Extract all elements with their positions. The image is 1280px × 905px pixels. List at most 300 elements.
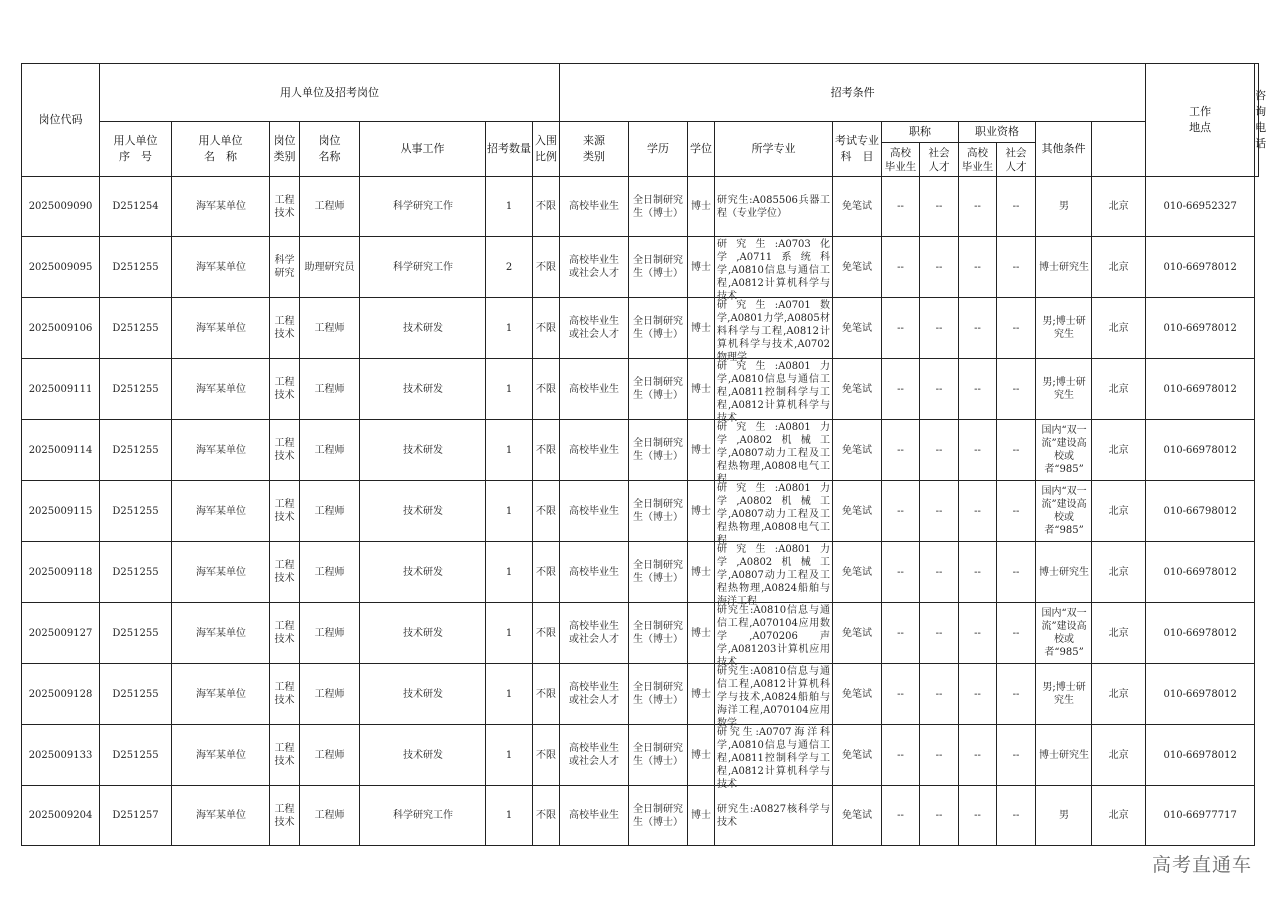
header-unit-seq: 用人单位 序 号: [100, 122, 172, 177]
cell-recruit-count: [486, 237, 533, 298]
cell-qual-grad: [959, 542, 997, 603]
cell-ratio-text: 不限: [536, 749, 557, 761]
cell-post-name: [300, 298, 360, 359]
cell-post-name-text: 工程师: [314, 749, 345, 761]
cell-title-social: [920, 298, 959, 359]
cell-unit-name-text: 海军某单位: [196, 444, 246, 456]
cell-unit-seq: [100, 603, 172, 664]
cell-qual-grad-text: --: [974, 201, 981, 212]
cell-post-type-text: 科学 研究: [274, 255, 295, 279]
cell-qual-grad: [959, 359, 997, 420]
cell-degree-text: 博士: [691, 627, 712, 639]
header-work-content: 从事工作: [360, 122, 486, 177]
cell-work-content: [360, 481, 486, 542]
cell-recruit-count-text: 1: [505, 322, 513, 334]
recruitment-table: [21, 63, 1267, 846]
header-exam-subject: 考试专业 科 目: [833, 122, 882, 177]
cell-phone: [1146, 664, 1255, 725]
cell-work-content-text: 技术研发: [403, 749, 443, 761]
header-title-grad: 高校 毕业生: [882, 143, 920, 177]
cell-title-social: [920, 420, 959, 481]
cell-title-grad: [882, 420, 920, 481]
cell-unit-name: [172, 542, 270, 603]
cell-unit-name: [172, 786, 270, 846]
cell-source-type: [560, 420, 629, 481]
cell-position-code-text: 2025009111: [28, 383, 93, 395]
cell-major-text: 研究生:A0801力学,A0810信息与通信工程,A0811控制科学与工程,A0812计算机科学与技术: [717, 361, 831, 424]
cell-post-name-text: 工程师: [314, 810, 345, 821]
cell-title-grad-text: --: [897, 688, 904, 700]
cell-post-name-text: 工程师: [314, 627, 345, 639]
cell-source-type-text: 高校毕业生: [569, 810, 620, 821]
cell-title-grad-text: --: [897, 505, 904, 517]
cell-unit-name: [172, 237, 270, 298]
cell-qual-grad: [959, 298, 997, 359]
cell-title-grad-text: --: [897, 261, 904, 273]
cell-source-type-text: 高校毕业生: [569, 505, 620, 517]
cell-qual-social: [997, 786, 1036, 846]
cell-qual-grad-text: --: [974, 627, 981, 639]
cell-ratio: [533, 298, 560, 359]
cell-work-content: [360, 542, 486, 603]
cell-title-grad-text: --: [897, 566, 904, 578]
cell-work-location: [1092, 298, 1146, 359]
cell-work-content-text: 技术研发: [403, 322, 443, 334]
cell-post-name: [300, 542, 360, 603]
cell-exam-subject-text: 免笔试: [842, 688, 873, 700]
cell-phone-text: 010-66798012: [1163, 505, 1237, 517]
cell-work-content: [360, 359, 486, 420]
cell-title-social: [920, 481, 959, 542]
cell-education: [629, 542, 688, 603]
cell-position-code-text: 2025009128: [28, 688, 93, 700]
header-ratio: 入围 比例: [533, 122, 560, 177]
cell-education-text: 全日制研究 生（博士）: [633, 803, 684, 828]
header-education: 学历: [629, 122, 688, 177]
cell-post-name: [300, 725, 360, 786]
cell-degree-text: 博士: [691, 261, 712, 273]
cell-post-name-text: 工程师: [314, 322, 345, 334]
cell-degree: [688, 420, 715, 481]
table-row: [22, 420, 1259, 481]
cell-other-conditions: [1036, 725, 1092, 786]
cell-unit-seq-text: D251257: [112, 810, 159, 821]
cell-work-content-text: 科学研究工作: [393, 261, 453, 273]
cell-major-text: 研究生:A0707海洋科学,A0810信息与通信工程,A0811控制科学与工程,A0812计算机科学与技术: [717, 727, 831, 790]
cell-phone: [1146, 359, 1255, 420]
cell-work-location-text: 北京: [1108, 444, 1129, 456]
cell-post-name-text: 工程师: [314, 383, 345, 395]
cell-source-type-text: 高校毕业生: [569, 383, 620, 395]
cell-post-type-text: 工程 技术: [274, 743, 295, 767]
cell-title-social: [920, 786, 959, 846]
header-major: 所学专业: [715, 122, 833, 177]
cell-source-type: [560, 237, 629, 298]
cell-exam-subject-text: 免笔试: [842, 627, 873, 639]
header-group-unit: 用人单位及招考岗位: [100, 64, 560, 122]
cell-qual-grad-text: --: [974, 566, 981, 578]
cell-post-type-text: 工程 技术: [274, 438, 295, 462]
cell-qual-grad: [959, 603, 997, 664]
cell-education-text: 全日制研究 生（博士）: [633, 499, 684, 523]
cell-qual-social-text: --: [1012, 444, 1020, 456]
cell-degree: [688, 542, 715, 603]
cell-title-social-text: --: [935, 627, 943, 639]
cell-ratio-text: 不限: [536, 810, 557, 821]
cell-title-grad: [882, 237, 920, 298]
cell-qual-social: [997, 603, 1036, 664]
cell-other-conditions-text: 国内“双一流”建设高校或者“985”: [1041, 608, 1087, 658]
cell-position-code: [22, 177, 100, 237]
cell-work-content-text: 技术研发: [403, 444, 443, 456]
cell-phone: [1146, 542, 1255, 603]
cell-work-content-text: 技术研发: [403, 688, 443, 700]
cell-qual-social-text: --: [1012, 749, 1020, 761]
cell-education-text: 全日制研究 生（博士）: [633, 377, 684, 401]
cell-ratio: [533, 237, 560, 298]
cell-phone-text: 010-66978012: [1163, 749, 1237, 761]
cell-qual-social: [997, 542, 1036, 603]
cell-position-code: [22, 298, 100, 359]
cell-unit-name-text: 海军某单位: [196, 383, 246, 395]
cell-position-code-text: 2025009118: [28, 566, 93, 578]
header-other-conditions: 其他条件: [1036, 122, 1092, 177]
cell-post-type: [270, 725, 300, 786]
cell-education: [629, 420, 688, 481]
cell-position-code: [22, 603, 100, 664]
table-row: [22, 298, 1259, 359]
cell-phone-text: 010-66978012: [1163, 627, 1237, 639]
cell-post-type-text: 工程 技术: [274, 499, 295, 523]
cell-unit-seq-text: D251255: [112, 566, 159, 578]
cell-education-text: 全日制研究 生（博士）: [633, 560, 684, 584]
cell-phone-text: 010-66978012: [1163, 566, 1237, 578]
cell-education-text: 全日制研究 生（博士）: [633, 682, 684, 706]
cell-source-type-text: 高校毕业生: [569, 444, 620, 456]
cell-phone-text: 010-66978012: [1163, 688, 1237, 700]
cell-exam-subject: [833, 359, 882, 420]
cell-post-name-text: 工程师: [314, 688, 345, 700]
cell-source-type: [560, 603, 629, 664]
cell-qual-grad-text: --: [974, 383, 981, 395]
cell-source-type: [560, 786, 629, 846]
cell-title-social-text: --: [935, 505, 943, 517]
cell-phone: [1146, 237, 1255, 298]
cell-ratio: [533, 177, 560, 237]
cell-post-name-text: 工程师: [314, 566, 345, 578]
cell-title-social: [920, 237, 959, 298]
cell-unit-seq: [100, 664, 172, 725]
cell-ratio: [533, 542, 560, 603]
cell-source-type-text: 高校毕业生 或社会人才: [569, 743, 620, 767]
cell-education: [629, 177, 688, 237]
header-degree: 学位: [688, 122, 715, 177]
cell-degree: [688, 725, 715, 786]
cell-qual-grad: [959, 177, 997, 237]
cell-work-content: [360, 237, 486, 298]
cell-source-type-text: 高校毕业生: [569, 566, 620, 578]
cell-post-type-text: 工程 技术: [274, 560, 295, 584]
cell-unit-name-text: 海军某单位: [196, 201, 246, 212]
cell-degree: [688, 359, 715, 420]
cell-education: [629, 237, 688, 298]
cell-work-content: [360, 725, 486, 786]
cell-ratio-text: 不限: [536, 566, 557, 578]
cell-exam-subject: [833, 481, 882, 542]
cell-position-code-text: 2025009106: [28, 322, 93, 334]
cell-major: [715, 603, 833, 668]
cell-source-type: [560, 359, 629, 420]
cell-qual-social: [997, 237, 1036, 298]
cell-qual-grad-text: --: [974, 505, 981, 517]
cell-other-conditions: [1036, 298, 1092, 359]
cell-degree-text: 博士: [691, 749, 712, 761]
cell-title-grad-text: --: [897, 201, 904, 212]
cell-title-social-text: --: [935, 566, 943, 578]
cell-work-content: [360, 786, 486, 846]
cell-qual-social-text: --: [1012, 505, 1020, 517]
cell-degree-text: 博士: [691, 566, 712, 578]
cell-recruit-count-text: 1: [505, 566, 513, 578]
cell-qual-grad: [959, 664, 997, 725]
cell-title-social-text: --: [935, 383, 943, 395]
cell-post-name-text: 助理研究员: [304, 261, 355, 273]
cell-work-location-text: 北京: [1108, 322, 1129, 334]
table-row: [22, 725, 1259, 786]
cell-major: [715, 481, 833, 546]
cell-phone: [1146, 603, 1255, 664]
cell-work-content-text: 技术研发: [403, 383, 443, 395]
cell-other-conditions: [1036, 481, 1092, 542]
cell-unit-seq-text: D251254: [112, 201, 159, 212]
cell-major: [715, 420, 833, 485]
cell-position-code-text: 2025009127: [28, 627, 93, 639]
cell-unit-name-text: 海军某单位: [196, 688, 246, 700]
cell-work-content: [360, 420, 486, 481]
cell-qual-grad-text: --: [974, 810, 981, 821]
header-post-type: 岗位 类别: [270, 122, 300, 177]
cell-recruit-count: [486, 359, 533, 420]
cell-degree: [688, 603, 715, 664]
cell-major-text: 研究生:A085506兵器工程（专业学位）: [717, 194, 831, 219]
cell-work-location-text: 北京: [1108, 688, 1129, 700]
cell-exam-subject: [833, 542, 882, 603]
cell-education: [629, 603, 688, 664]
cell-post-type-text: 工程 技术: [274, 377, 295, 401]
cell-major-text: 研究生:A0810信息与通信工程,A070104应用数学,A070206声学,A081203计算机应用技术: [717, 605, 831, 668]
cell-ratio: [533, 359, 560, 420]
cell-work-location: [1092, 237, 1146, 298]
cell-work-content-text: 科学研究工作: [393, 201, 453, 212]
cell-exam-subject-text: 免笔试: [842, 383, 873, 395]
cell-title-social: [920, 359, 959, 420]
cell-post-type: [270, 603, 300, 664]
cell-unit-name-text: 海军某单位: [196, 505, 246, 517]
cell-source-type: [560, 481, 629, 542]
cell-title-grad-text: --: [897, 444, 904, 456]
header-unit-name: 用人单位 名 称: [172, 122, 270, 177]
cell-unit-seq-text: D251255: [112, 505, 159, 517]
cell-recruit-count-text: 1: [505, 505, 513, 517]
cell-ratio-text: 不限: [536, 322, 557, 334]
cell-unit-name: [172, 664, 270, 725]
cell-other-conditions-text: 博士研究生: [1039, 261, 1090, 273]
header-phone: 咨询电话: [1255, 64, 1259, 177]
cell-recruit-count-text: 1: [505, 201, 513, 212]
cell-exam-subject-text: 免笔试: [842, 566, 873, 578]
cell-recruit-count: [486, 177, 533, 237]
cell-other-conditions: [1036, 664, 1092, 725]
cell-unit-seq: [100, 542, 172, 603]
cell-position-code-text: 2025009114: [28, 444, 93, 456]
cell-unit-name-text: 海军某单位: [196, 810, 246, 821]
cell-education: [629, 481, 688, 542]
cell-unit-seq-text: D251255: [112, 322, 159, 334]
cell-degree-text: 博士: [691, 688, 712, 700]
cell-post-name: [300, 786, 360, 846]
cell-education-text: 全日制研究 生（博士）: [633, 621, 684, 645]
cell-unit-name: [172, 481, 270, 542]
cell-exam-subject-text: 免笔试: [842, 810, 873, 821]
cell-ratio-text: 不限: [536, 383, 557, 395]
cell-title-grad-text: --: [897, 810, 904, 821]
cell-title-grad: [882, 725, 920, 786]
cell-post-name-text: 工程师: [314, 444, 345, 456]
cell-degree-text: 博士: [691, 444, 712, 456]
cell-recruit-count-text: 2: [505, 261, 513, 273]
cell-other-conditions: [1036, 542, 1092, 603]
cell-phone: [1146, 725, 1255, 786]
cell-degree: [688, 786, 715, 846]
cell-exam-subject: [833, 298, 882, 359]
cell-source-type-text: 高校毕业生 或社会人才: [569, 316, 620, 340]
cell-source-type-text: 高校毕业生: [569, 201, 620, 212]
cell-degree: [688, 664, 715, 725]
cell-source-type-text: 高校毕业生 或社会人才: [569, 255, 620, 279]
cell-phone: [1146, 481, 1255, 542]
cell-unit-seq-text: D251255: [112, 444, 159, 456]
cell-unit-seq-text: D251255: [112, 749, 159, 761]
cell-post-type: [270, 664, 300, 725]
cell-position-code-text: 2025009133: [28, 749, 93, 761]
cell-recruit-count-text: 1: [505, 627, 513, 639]
cell-unit-seq-text: D251255: [112, 627, 159, 639]
table-row: [22, 542, 1259, 603]
cell-title-grad: [882, 664, 920, 725]
cell-recruit-count: [486, 786, 533, 846]
cell-qual-social: [997, 420, 1036, 481]
cell-degree: [688, 177, 715, 237]
cell-qual-social-text: --: [1012, 261, 1020, 273]
cell-other-conditions: [1036, 420, 1092, 481]
cell-other-conditions: [1036, 237, 1092, 298]
cell-degree-text: 博士: [691, 322, 712, 334]
cell-post-type: [270, 481, 300, 542]
cell-major-text: 研究生:A0801力学,A0802机械工学,A0807动力工程及工程热物理,A0824船舶与海洋工程: [717, 544, 831, 607]
cell-unit-seq: [100, 481, 172, 542]
cell-position-code: [22, 542, 100, 603]
cell-other-conditions-text: 国内“双一流”建设高校或者“985”: [1041, 425, 1087, 475]
cell-degree: [688, 298, 715, 359]
cell-education-text: 全日制研究 生（博士）: [633, 743, 684, 767]
cell-other-conditions: [1036, 177, 1092, 237]
cell-education: [629, 786, 688, 846]
cell-ratio: [533, 481, 560, 542]
cell-unit-seq-text: D251255: [112, 261, 159, 273]
cell-source-type-text: 高校毕业生 或社会人才: [569, 621, 620, 645]
cell-position-code: [22, 420, 100, 481]
cell-work-location: [1092, 420, 1146, 481]
header-group-conditions: 招考条件: [560, 64, 1146, 122]
cell-qual-social: [997, 664, 1036, 725]
cell-education-text: 全日制研究 生（博士）: [633, 438, 684, 462]
cell-qual-grad-text: --: [974, 322, 981, 334]
cell-work-location: [1092, 542, 1146, 603]
cell-unit-name: [172, 298, 270, 359]
cell-post-type-text: 工程 技术: [274, 316, 295, 340]
cell-education-text: 全日制研究 生（博士）: [633, 316, 684, 340]
cell-title-social: [920, 177, 959, 237]
cell-title-social-text: --: [935, 322, 943, 334]
cell-qual-grad-text: --: [974, 444, 981, 456]
cell-unit-seq-text: D251255: [112, 383, 159, 395]
cell-work-location-text: 北京: [1108, 505, 1129, 517]
cell-work-location-text: 北京: [1108, 383, 1129, 395]
cell-work-location-text: 北京: [1108, 566, 1129, 578]
cell-education-text: 全日制研究 生（博士）: [633, 194, 684, 219]
cell-source-type: [560, 542, 629, 603]
cell-title-social-text: --: [935, 688, 943, 700]
cell-exam-subject: [833, 664, 882, 725]
cell-work-location-text: 北京: [1108, 201, 1129, 212]
cell-exam-subject: [833, 237, 882, 298]
cell-qual-social: [997, 725, 1036, 786]
cell-unit-name: [172, 725, 270, 786]
cell-education: [629, 359, 688, 420]
cell-degree-text: 博士: [691, 505, 712, 517]
cell-major: [715, 542, 833, 607]
cell-title-grad-text: --: [897, 322, 904, 334]
cell-phone-text: 010-66977717: [1163, 810, 1237, 821]
cell-unit-name-text: 海军某单位: [196, 566, 246, 578]
cell-ratio: [533, 664, 560, 725]
cell-work-location-text: 北京: [1108, 627, 1129, 639]
cell-phone: [1146, 420, 1255, 481]
cell-recruit-count-text: 1: [505, 688, 513, 700]
watermark: 高考直通车: [1151, 854, 1252, 876]
cell-recruit-count: [486, 298, 533, 359]
cell-phone: [1146, 786, 1255, 846]
cell-qual-social: [997, 481, 1036, 542]
cell-title-grad: [882, 542, 920, 603]
table-row: [22, 481, 1259, 542]
table-row: [22, 359, 1259, 420]
header-qualification-group: 职业资格: [959, 122, 1036, 143]
cell-title-social: [920, 542, 959, 603]
cell-title-grad-text: --: [897, 627, 904, 639]
cell-recruit-count-text: 1: [505, 749, 513, 761]
cell-source-type: [560, 298, 629, 359]
cell-work-content: [360, 177, 486, 237]
cell-unit-seq: [100, 298, 172, 359]
cell-unit-seq: [100, 359, 172, 420]
cell-qual-social-text: --: [1012, 688, 1020, 700]
cell-qual-grad: [959, 481, 997, 542]
cell-exam-subject: [833, 603, 882, 664]
cell-major-text: 研究生:A0801力学,A0802机械工学,A0807动力工程及工程热物理,A0808电气工程: [717, 422, 831, 485]
cell-other-conditions-text: 男;博士研究生: [1042, 377, 1086, 401]
cell-qual-social-text: --: [1012, 383, 1020, 395]
